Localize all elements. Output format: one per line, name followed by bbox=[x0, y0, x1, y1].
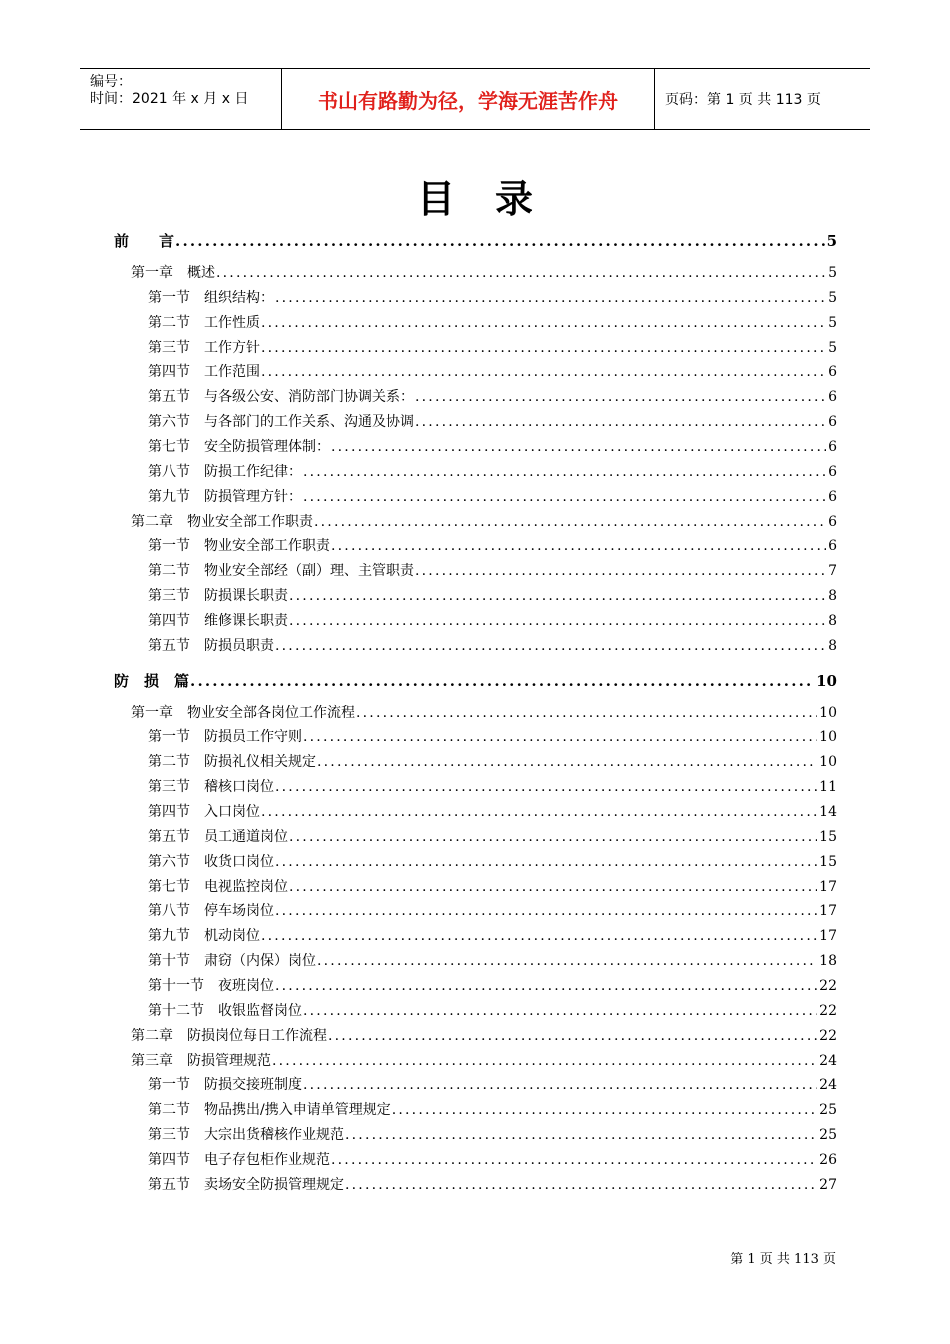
toc-dot-leader bbox=[275, 638, 826, 654]
toc-dot-leader bbox=[272, 1053, 817, 1069]
toc-dot-leader bbox=[190, 672, 814, 690]
toc-entry-page: 6 bbox=[828, 538, 837, 555]
toc-entry-page: 6 bbox=[828, 513, 837, 530]
toc-entry-label: 第十二节 收银监督岗位 bbox=[148, 1002, 302, 1019]
toc-entry-page: 6 bbox=[828, 438, 837, 455]
toc-entry-label: 第二章 防损岗位每日工作流程 bbox=[131, 1027, 327, 1044]
page-footer: 第 1 页 共 113 页 bbox=[730, 1252, 836, 1267]
toc-dot-leader bbox=[331, 538, 826, 554]
toc-dot-leader bbox=[289, 879, 817, 895]
toc-dot-leader bbox=[415, 414, 826, 430]
toc-entry-label: 第一章 物业安全部各岗位工作流程 bbox=[131, 704, 355, 721]
toc-entry-page: 25 bbox=[819, 1127, 837, 1144]
toc-entry-page: 5 bbox=[828, 265, 837, 281]
toc-entry-label: 第八节 停车场岗位 bbox=[148, 903, 274, 920]
toc-dot-leader bbox=[289, 588, 826, 604]
toc-dot-leader bbox=[331, 1152, 817, 1168]
toc-entry-label: 第一节 防损交接班制度 bbox=[148, 1077, 302, 1094]
toc-entry bbox=[114, 670, 837, 691]
toc-dot-leader bbox=[317, 953, 817, 969]
toc-dot-leader bbox=[303, 489, 826, 505]
toc-entry bbox=[148, 851, 837, 871]
toc-entry-label: 第六节 收货口岗位 bbox=[148, 853, 274, 870]
toc-entry bbox=[148, 635, 837, 655]
toc-entry-page: 5 bbox=[828, 289, 837, 306]
toc-entry-page: 10 bbox=[819, 729, 837, 746]
toc-entry bbox=[148, 801, 837, 821]
toc-entry-page: 17 bbox=[819, 878, 837, 895]
toc-entry-label: 第五节 员工通道岗位 bbox=[148, 828, 288, 845]
toc-dot-leader bbox=[275, 779, 817, 795]
toc-entry-page: 14 bbox=[819, 804, 837, 820]
toc-entry bbox=[131, 262, 837, 282]
toc-entry-page: 5 bbox=[828, 314, 837, 331]
toc-entry-label: 第三节 防损课长职责 bbox=[148, 588, 288, 605]
toc-entry-page: 22 bbox=[819, 1002, 837, 1019]
toc-entry-page: 15 bbox=[819, 853, 837, 870]
toc-entry-page: 5 bbox=[828, 339, 837, 356]
toc-entry bbox=[148, 1074, 837, 1094]
toc-entry-label: 第二节 工作性质 bbox=[148, 314, 260, 331]
toc-entry bbox=[148, 776, 837, 796]
toc-entry bbox=[148, 535, 837, 555]
toc-dot-leader bbox=[392, 1102, 817, 1118]
toc-entry bbox=[148, 610, 837, 630]
toc-entry-label: 第四节 入口岗位 bbox=[148, 804, 260, 820]
toc-dot-leader bbox=[356, 705, 817, 721]
toc-entry bbox=[131, 1050, 837, 1070]
toc-entry-page: 18 bbox=[819, 953, 837, 970]
toc-entry-label: 第四节 工作范围 bbox=[148, 364, 260, 381]
toc-entry bbox=[148, 560, 837, 580]
toc-entry bbox=[148, 312, 837, 332]
toc-entry bbox=[131, 702, 837, 722]
toc-entry-page: 8 bbox=[828, 612, 837, 629]
toc-dot-leader bbox=[303, 1003, 817, 1019]
toc-entry-page: 6 bbox=[828, 488, 837, 505]
toc-entry-page: 24 bbox=[819, 1052, 837, 1069]
toc-entry-label: 第六节 与各部门的工作关系、沟通及协调 bbox=[148, 414, 414, 431]
toc-entry bbox=[148, 826, 837, 846]
toc-entry-label: 前 言 bbox=[114, 232, 175, 250]
toc-entry-page: 11 bbox=[819, 779, 837, 796]
toc-entry-label: 第五节 与各级公安、消防部门协调关系： bbox=[148, 389, 414, 406]
toc-entry bbox=[148, 1174, 837, 1194]
header-info-cell bbox=[80, 69, 282, 129]
toc-entry-label: 第五节 卖场安全防损管理规定 bbox=[148, 1176, 344, 1193]
toc-entry-label: 第一节 防损员工作守则 bbox=[148, 729, 302, 746]
toc-entry-label: 第三章 防损管理规范 bbox=[131, 1052, 271, 1069]
toc-entry-page: 8 bbox=[828, 637, 837, 654]
toc-entry-page: 15 bbox=[819, 828, 837, 845]
header-page-label: 页码：第 1 页 共 113 页 bbox=[665, 92, 821, 108]
toc-dot-leader bbox=[261, 928, 817, 944]
toc-entry-page: 8 bbox=[828, 588, 837, 605]
toc-dot-leader bbox=[331, 439, 826, 455]
toc-entry bbox=[148, 461, 837, 481]
toc-entry-page: 5 bbox=[826, 232, 837, 250]
toc-entry bbox=[148, 751, 837, 771]
toc-dot-leader bbox=[345, 1127, 817, 1143]
toc-entry bbox=[148, 361, 837, 381]
toc-entry bbox=[114, 230, 837, 251]
toc-entry bbox=[148, 975, 837, 995]
toc-entry-page: 6 bbox=[828, 364, 837, 381]
toc-entry-page: 24 bbox=[819, 1077, 837, 1094]
toc-dot-leader bbox=[175, 232, 825, 250]
toc-dot-leader bbox=[261, 364, 826, 380]
toc-entry bbox=[148, 486, 837, 506]
toc-dot-leader bbox=[275, 978, 817, 994]
toc-entry bbox=[148, 585, 837, 605]
page-header bbox=[80, 68, 870, 130]
toc-dot-leader bbox=[415, 389, 826, 405]
toc-entry bbox=[148, 726, 837, 746]
toc-entry bbox=[148, 1149, 837, 1169]
toc-entry bbox=[148, 386, 837, 406]
toc-entry-label: 第一节 组织结构： bbox=[148, 289, 274, 306]
time-label: 时间：2021 年 x 月 x 日 bbox=[90, 91, 249, 107]
toc-dot-leader bbox=[303, 729, 817, 745]
toc-entry-page: 27 bbox=[819, 1176, 837, 1193]
toc-entry-label: 防 损 篇 bbox=[114, 671, 190, 690]
toc-entry-label: 第十一节 夜班岗位 bbox=[148, 977, 274, 994]
serial-label: 编号： bbox=[90, 74, 132, 90]
toc-entry-label: 第七节 安全防损管理体制： bbox=[148, 438, 330, 455]
toc-dot-leader bbox=[261, 315, 826, 331]
toc-entry bbox=[131, 511, 837, 531]
toc-entry-label: 第三节 工作方针 bbox=[148, 339, 260, 356]
toc-entry-page: 22 bbox=[819, 1027, 837, 1044]
toc-entry bbox=[148, 1124, 837, 1144]
toc-entry-page: 17 bbox=[819, 928, 837, 945]
toc-entry bbox=[148, 1099, 837, 1119]
toc-entry-page: 10 bbox=[816, 671, 837, 690]
toc-entry bbox=[148, 411, 837, 431]
toc-entry bbox=[148, 436, 837, 456]
toc-entry-page: 7 bbox=[828, 563, 837, 580]
toc-dot-leader bbox=[261, 340, 826, 356]
toc-dot-leader bbox=[261, 804, 817, 820]
toc-entry-label: 第十节 肃窃（内保）岗位 bbox=[148, 953, 316, 970]
toc-dot-leader bbox=[216, 265, 826, 281]
toc-dot-leader bbox=[303, 464, 826, 480]
header-motto: 书山有路勤为径，学海无涯苦作舟 bbox=[282, 69, 655, 129]
toc-entry bbox=[148, 900, 837, 920]
toc-entry-page: 10 bbox=[819, 704, 837, 721]
toc-entry-label: 第四节 电子存包柜作业规范 bbox=[148, 1151, 330, 1168]
toc-entry-label: 第五节 防损员职责 bbox=[148, 637, 274, 654]
toc-entry-page: 25 bbox=[819, 1102, 837, 1119]
toc-entry-label: 第七节 电视监控岗位 bbox=[148, 878, 288, 895]
toc-dot-leader bbox=[303, 1077, 817, 1093]
toc-entry-label: 第二节 物品携出/携入申请单管理规定 bbox=[148, 1102, 391, 1119]
toc-entry-label: 第九节 防损管理方针： bbox=[148, 488, 302, 505]
toc-dot-leader bbox=[314, 514, 826, 530]
page-title: 目录 bbox=[416, 177, 573, 221]
toc-dot-leader bbox=[289, 829, 817, 845]
toc-entry-label: 第二节 防损礼仪相关规定 bbox=[148, 754, 316, 771]
toc-entry bbox=[148, 876, 837, 896]
toc-dot-leader bbox=[328, 1028, 817, 1044]
toc-entry-label: 第九节 机动岗位 bbox=[148, 928, 260, 945]
toc-dot-leader bbox=[317, 754, 817, 770]
toc-entry-page: 22 bbox=[819, 977, 837, 994]
toc-entry-label: 第一章 概述 bbox=[131, 265, 215, 281]
toc-entry-page: 6 bbox=[828, 414, 837, 431]
toc-entry-page: 6 bbox=[828, 389, 837, 406]
toc-dot-leader bbox=[275, 903, 817, 919]
toc-entry bbox=[148, 287, 837, 307]
toc-entry bbox=[148, 925, 837, 945]
toc-entry-label: 第四节 维修课长职责 bbox=[148, 612, 288, 629]
toc-entry-label: 第三节 大宗出货稽核作业规范 bbox=[148, 1127, 344, 1144]
toc-dot-leader bbox=[289, 613, 826, 629]
toc-entry bbox=[131, 1025, 837, 1045]
toc-entry-page: 17 bbox=[819, 903, 837, 920]
toc-dot-leader bbox=[345, 1177, 817, 1193]
toc-dot-leader bbox=[275, 290, 826, 306]
toc-dot-leader bbox=[415, 563, 826, 579]
toc-dot-leader bbox=[275, 854, 817, 870]
toc-entry bbox=[148, 1000, 837, 1020]
toc-entry-page: 26 bbox=[819, 1151, 837, 1168]
toc-entry-label: 第二节 物业安全部经（副）理、主管职责 bbox=[148, 563, 414, 580]
toc-entry-page: 6 bbox=[828, 463, 837, 480]
toc-entry-label: 第八节 防损工作纪律： bbox=[148, 463, 302, 480]
toc-entry-label: 第一节 物业安全部工作职责 bbox=[148, 538, 330, 555]
toc-entry-label: 第三节 稽核口岗位 bbox=[148, 779, 274, 796]
toc-entry-label: 第二章 物业安全部工作职责 bbox=[131, 513, 313, 530]
toc-entry bbox=[148, 337, 837, 357]
toc-entry-page: 10 bbox=[819, 754, 837, 771]
toc-entry bbox=[148, 950, 837, 970]
